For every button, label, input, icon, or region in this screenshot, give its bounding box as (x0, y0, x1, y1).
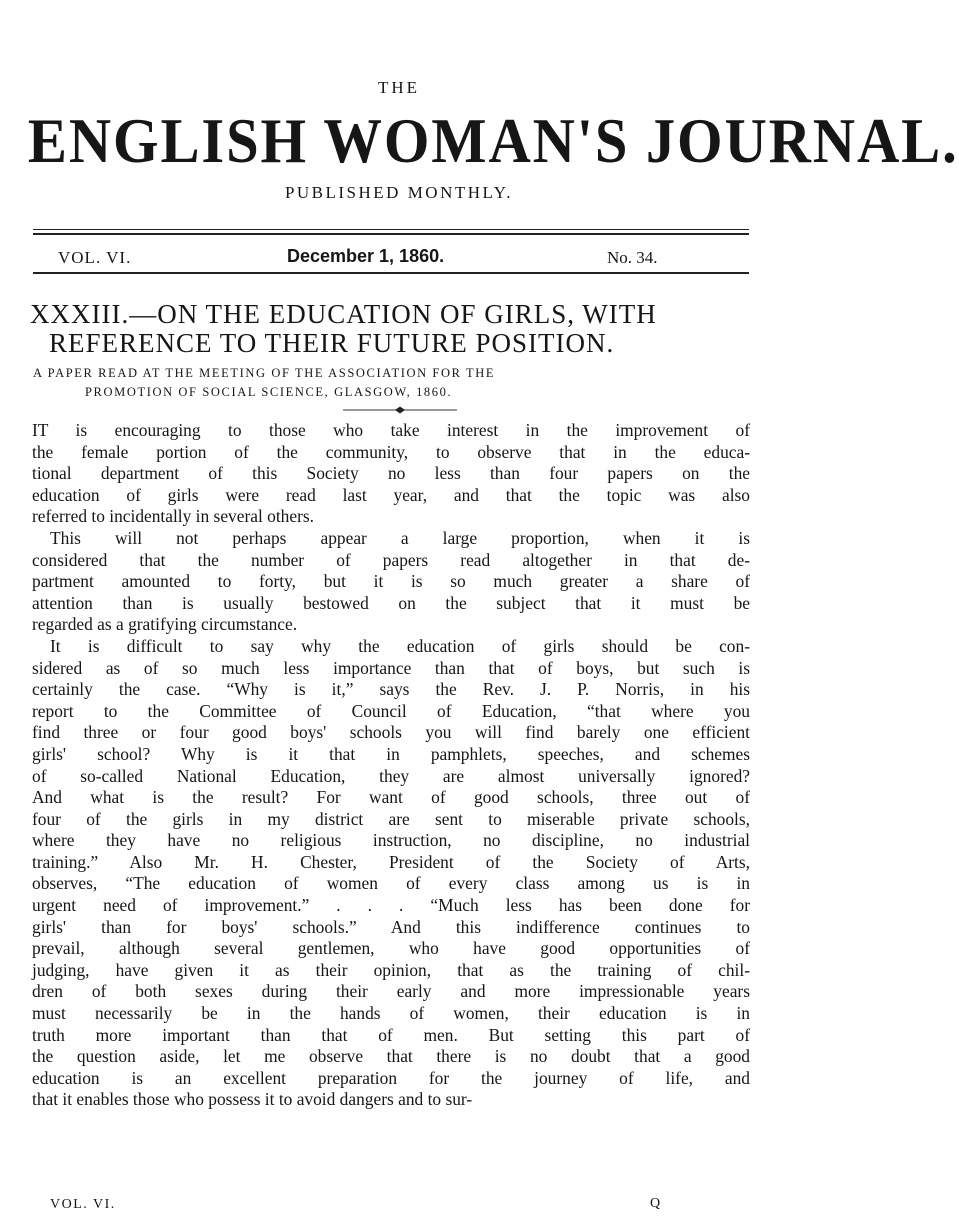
body-line: This will not perhaps appear a large proportion, when it is (50, 527, 750, 548)
body-line: find three or four good boys' schools you will find barely one efficient (32, 722, 750, 743)
body-line: dren of both sexes during their early and more impressionable years (32, 981, 750, 1002)
article-title (30, 300, 770, 358)
body-line: observes, “The education of women of every class among us is in (32, 873, 750, 894)
body-line: where they have no religious instruction, no discipline, no industrial (32, 830, 750, 851)
issue-date: December 1, 1860. (287, 246, 445, 266)
body-line: girls' than for boys' schools.” And this indifference continues to (32, 916, 750, 937)
masthead-the: THE (377, 78, 421, 97)
body-line: training.” Also Mr. H. Chester, President of the Society of Arts, (32, 851, 750, 872)
article-title-line-2: REFERENCE TO THEIR FUTURE POSITION. (49, 328, 615, 358)
body-line: the female portion of the community, to observe that in the educa- (32, 441, 750, 462)
footer-volume: VOL. VI. (50, 1197, 116, 1212)
body-line: judging, have given it as their opinion, that as the training of chil- (32, 959, 750, 980)
body-line: truth more important than that of men. But setting this part of (32, 1024, 750, 1045)
body-line: of so-called National Education, they are almost universally ignored? (32, 765, 750, 786)
body-line: attention than is usually bestowed on the subject that it must be (32, 592, 750, 613)
journal-title: ENGLISH WOMAN'S JOURNAL. (27, 106, 959, 176)
body-line: four of the girls in my district are sent to miserable private schools, (32, 808, 750, 829)
body-line: referred to incidentally in several others. (32, 506, 314, 527)
signature-mark: Q (650, 1196, 661, 1211)
body-line: education of girls were read last year, and that the topic was also (32, 484, 750, 505)
body-line: considered that the number of papers read altogether in that de- (32, 549, 750, 570)
body-line: IT is encouraging to those who take interest in the improvement of (32, 420, 750, 440)
ornament-divider (343, 406, 457, 414)
body-line: regarded as a gratifying circumstance. (32, 614, 298, 635)
article-body (32, 420, 750, 1111)
body-line: girls' school? Why is it that in pamphlets, speeches, and schemes (32, 743, 750, 764)
body-line: education is an excellent preparation for the journey of life, and (32, 1067, 750, 1088)
subtitle-line-1: A PAPER READ AT THE MEETING OF THE ASSOCIATION FOR THE (33, 366, 496, 380)
issue-number: No. 34. (607, 248, 658, 267)
header-rule-thin (33, 229, 749, 230)
body-line: report to the Committee of Council of Education, “that where you (32, 700, 750, 721)
issue-rule (33, 272, 749, 274)
body-line: must necessarily be in the hands of women, their education is in (32, 1003, 750, 1024)
header-rule-thick (33, 233, 749, 235)
volume-label: VOL. VI. (58, 248, 132, 267)
subtitle-line-2: PROMOTION OF SOCIAL SCIENCE, GLASGOW, 1860. (85, 385, 453, 399)
body-line: partment amounted to forty, but it is so much greater a share of (32, 571, 750, 592)
body-line: tional department of this Society no less than four papers on the (32, 463, 750, 484)
body-line: that it enables those who possess it to avoid dangers and to sur- (32, 1089, 473, 1110)
body-line: the question aside, let me observe that there is no doubt that a good (32, 1046, 750, 1067)
body-line: It is difficult to say why the education of girls should be con- (50, 635, 750, 656)
article-title-line-1: XXXIII.—ON THE EDUCATION OF GIRLS, WITH (30, 299, 657, 329)
body-line: sidered as of so much less importance than that of boys, but such is (32, 657, 750, 678)
body-line: certainly the case. “Why is it,” says the Rev. J. P. Norris, in his (32, 679, 750, 700)
body-line: prevail, although several gentlemen, who have good opportunities of (32, 938, 750, 959)
published-monthly: PUBLISHED MONTHLY. (284, 183, 514, 202)
body-line: And what is the result? For want of good schools, three out of (32, 787, 750, 808)
body-line: urgent need of improvement.” . . . “Much less has been done for (32, 895, 750, 916)
article-subtitle (33, 364, 763, 402)
